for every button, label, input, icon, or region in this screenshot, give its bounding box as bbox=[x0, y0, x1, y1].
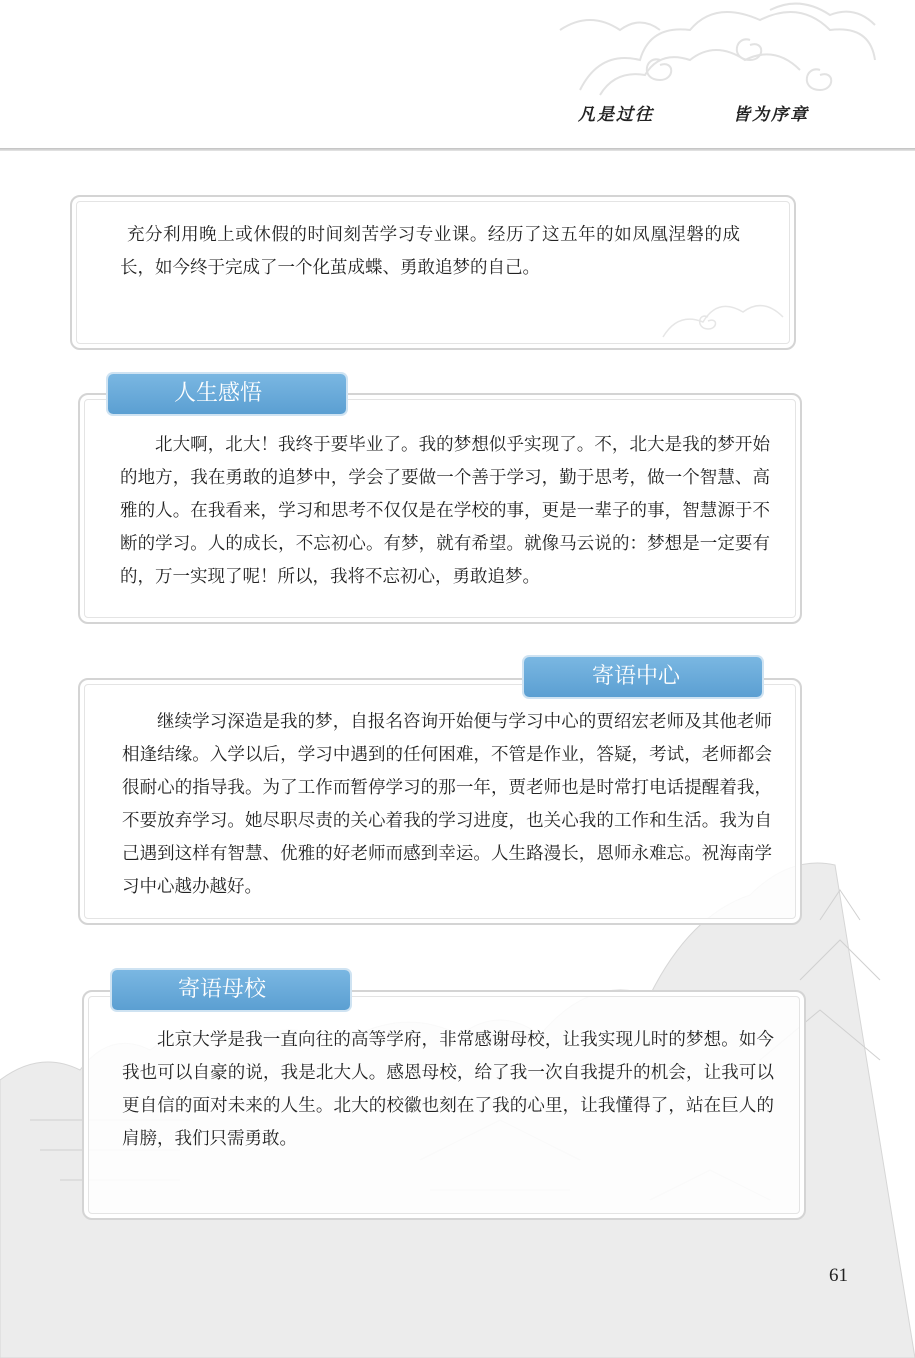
learning-center-box bbox=[78, 678, 802, 925]
alma-mater-text: 北京大学是我一直向往的高等学府，非常感谢母校，让我实现儿时的梦想。如今我也可以自豪的说，我是北大人。感恩母校，给了我一次自我提升的机会，让我可以更自信的面对未来的人生。北大的校徽也刻在了我的心里，让我懂得了，站在巨人的肩膀，我们只需勇敢。 bbox=[122, 1030, 774, 1149]
life-reflection-box bbox=[78, 393, 802, 624]
life-reflection-text: 北大啊，北大！我终于要毕业了。我的梦想似乎实现了。不，北大是我的梦开始的地方，我在勇敢的追梦中，学会了要做一个善于学习，勤于思考，做一个智慧、高雅的人。在我看来，学习和思考不仅仅是在学校的事，更是一辈子的事，智慧源于不断的学习。人的成长，不忘初心。有梦，就有希望。就像马云说的：梦想是一定要有的，万一实现了呢！所以，我将不忘初心，勇敢追梦。 bbox=[120, 435, 770, 587]
intro-box bbox=[70, 195, 796, 350]
alma-mater-box bbox=[82, 990, 806, 1220]
cloud-corner-decoration bbox=[658, 292, 788, 342]
intro-text: 充分利用晚上或休假的时间刻苦学习专业课。经历了这五年的如凤凰涅磐的成长，如今终于完成了一个化茧成蝶、勇敢追梦的自己。 bbox=[120, 225, 740, 278]
learning-center-text: 继续学习深造是我的梦，自报名咨询开始便与学习中心的贾绍宏老师及其他老师相逢结缘。入学以后，学习中遇到的任何困难，不管是作业，答疑，考试，老师都会很耐心的指导我。为了工作而暂停学习的那一年，贾老师也是时常打电话提醒着我，不要放弃学习。她尽职尽责的关心着我的学习进度，也关心我的工作和生活。我为自己遇到这样有智慧、优雅的好老师而感到幸运。人生路漫长，恩师永难忘。祝海南学习中心越办越好。 bbox=[122, 712, 772, 897]
header-left-title: 凡是过往 bbox=[578, 105, 654, 125]
header-right-title: 皆为序章 bbox=[733, 105, 809, 125]
alma-mater-tag: 寄语母校 bbox=[112, 970, 350, 1010]
page-number: 61 bbox=[829, 1265, 848, 1286]
life-reflection-tag: 人生感悟 bbox=[108, 374, 346, 414]
header-divider bbox=[0, 148, 915, 151]
learning-center-tag: 寄语中心 bbox=[524, 657, 762, 697]
